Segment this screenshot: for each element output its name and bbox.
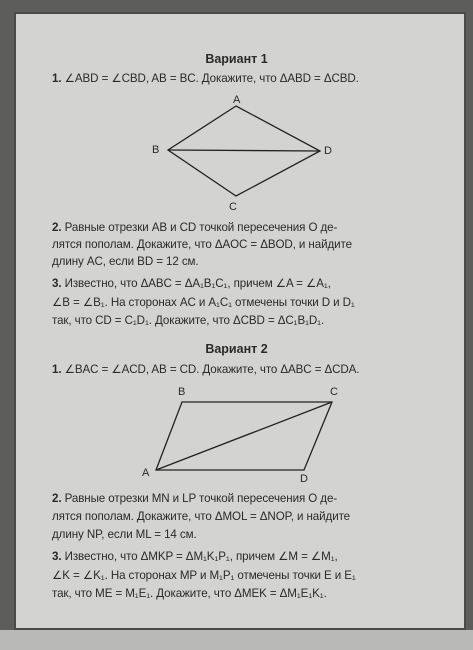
variant2-title: Вариант 2 xyxy=(205,342,268,356)
variant2-diagonal-ac xyxy=(156,402,332,470)
variant1-task2-line1 xyxy=(52,221,337,234)
variant2-task1 xyxy=(52,362,359,376)
variant1-rhombus-figure xyxy=(140,92,340,214)
variant1-task3-line3: так, что CD = C₁D₁. Докажите, что ΔCBD = ΔC₁B₁D₁. xyxy=(52,314,325,327)
variant2-label-b: B xyxy=(178,386,186,398)
variant2-label-c: C xyxy=(330,386,338,398)
variant2-parallelogram-figure xyxy=(138,384,348,484)
variant2-task3-text-1: Известно, что ΔMKP = ΔM₁K₁P₁, причем ∠M = ∠M₁, xyxy=(64,550,338,563)
variant1-task2-text-1: Равные отрезки AB и CD точкой пересечения O де- xyxy=(64,221,338,234)
variant2-task2-number: 2. xyxy=(52,492,62,505)
variant1-task1-number: 1. xyxy=(52,72,62,85)
variant2-task1-number: 1. xyxy=(52,363,62,376)
variant1-task2-line2: лятся пополам. Докажите, что ΔAOC = ΔBOD, и найдите xyxy=(52,238,352,251)
variant1-task3-line1 xyxy=(52,276,331,290)
variant2-task1-text: ∠BAC = ∠ACD, AB = CD. Докажите, что ΔABC = ΔCDA. xyxy=(64,363,360,376)
variant1-label-b: B xyxy=(152,144,160,156)
variant1-diagonal-bd xyxy=(168,150,320,151)
variant1-task2-line3: длину AC, если BD = 12 см. xyxy=(52,255,199,268)
variant2-task3-line1 xyxy=(52,549,338,563)
variant1-task2-number: 2. xyxy=(52,221,62,234)
variant2-task2-line2: лятся пополам. Докажите, что ΔMOL = ΔNOP, и найдите xyxy=(52,510,350,523)
variant1-task3-line2: ∠B = ∠B₁. На сторонах AC и A₁C₁ отмечены точки D и D₁ xyxy=(52,296,355,309)
variant2-task2-line3: длину NP, если ML = 14 см. xyxy=(52,528,197,541)
variant1-task1 xyxy=(52,71,359,85)
variant1-label-c: C xyxy=(229,201,237,213)
variant2-task3-line3: так, что ME = M₁E₁. Докажите, что ΔMEK = ΔM₁E₁K₁. xyxy=(52,587,327,600)
variant2-task2-line1 xyxy=(52,492,337,505)
variant1-task3-text-1: Известно, что ΔABC = ΔA₁B₁C₁, причем ∠A = ∠A₁, xyxy=(64,277,331,290)
variant1-label-d: D xyxy=(324,145,332,157)
variant1-title: Вариант 1 xyxy=(205,52,268,66)
page-bottom-edge xyxy=(0,630,473,650)
variant1-task3-number: 3. xyxy=(52,277,62,290)
variant2-task3-line2: ∠K = ∠K₁. На сторонах MP и M₁P₁ отмечены точки E и E₁ xyxy=(52,569,356,582)
variant2-task3-number: 3. xyxy=(52,550,62,563)
variant2-label-a: A xyxy=(142,467,150,479)
variant2-label-d: D xyxy=(300,473,308,484)
variant1-label-a: A xyxy=(233,94,241,106)
variant1-task1-text: ∠ABD = ∠CBD, AB = BC. Докажите, что ΔABD = ΔCBD. xyxy=(64,72,359,85)
variant2-task2-text-1: Равные отрезки MN и LP точкой пересечения O де- xyxy=(64,492,338,505)
